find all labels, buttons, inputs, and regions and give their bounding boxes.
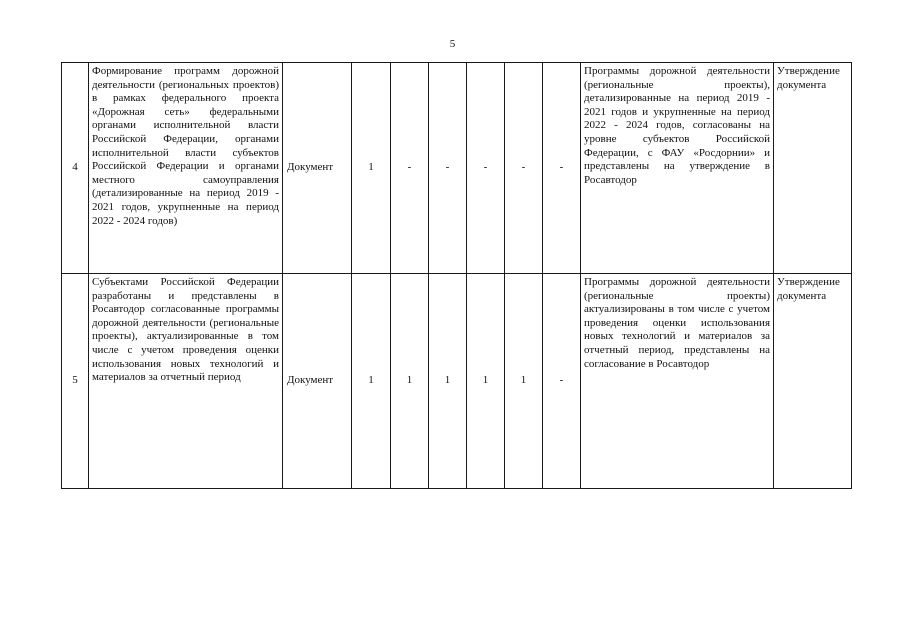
control-type: Документ [283, 63, 352, 274]
page-number: 5 [449, 38, 456, 50]
value-cell: - [391, 63, 429, 274]
value-cell: 1 [505, 274, 543, 489]
value-cell: 1 [429, 274, 467, 489]
row-number: 5 [62, 274, 89, 489]
value-cell: 1 [467, 274, 505, 489]
task-name: Формирование программ дорожной деятельности (региональных проектов) в рамках федерального проекта «Дорожная сеть» федеральными органами исполнительной власти Российской Федерации, органами исполнительной власти субъектов Российской Федерации и органами местного самоуправления (детализированные на период 2019 - 2021 годов, укрупненные на период 2022 - 2024 годов) [89, 63, 283, 274]
table-row [62, 63, 852, 274]
expected-result: Программы дорожной деятельности (региональные проекты) актуализированы в том числе с учетом проведения оценки использования новых технологий и материалов за отчетный период, представлены на согласование в Росавтодор [581, 274, 774, 489]
value-cell: - [543, 63, 581, 274]
document-type: Утверждение документа [774, 274, 852, 489]
control-type: Документ [283, 274, 352, 489]
value-cell: 1 [352, 274, 391, 489]
row-number: 4 [62, 63, 89, 274]
value-cell: - [543, 274, 581, 489]
document-type: Утверждение документа [774, 63, 852, 274]
value-cell: - [429, 63, 467, 274]
table-row [62, 274, 852, 489]
value-cell: - [467, 63, 505, 274]
plan-table [61, 62, 852, 489]
value-cell: 1 [352, 63, 391, 274]
task-name: Субъектами Российской Федерации разработаны и представлены в Росавтодор согласованные программы дорожной деятельности (региональные проекты), актуализированные в том числе с учетом проведения оценки использования новых технологий и материалов за отчетный период [89, 274, 283, 489]
value-cell: - [505, 63, 543, 274]
value-cell: 1 [391, 274, 429, 489]
expected-result: Программы дорожной деятельности (региональные проекты), детализированные на период 2019 - 2021 годов и укрупненные на период 2022 - 2024 годов, согласованы на уровне субъектов Российской Федерации, с ФАУ «Росдорнии» и представлены на утверждение в Росавтодор [581, 63, 774, 274]
